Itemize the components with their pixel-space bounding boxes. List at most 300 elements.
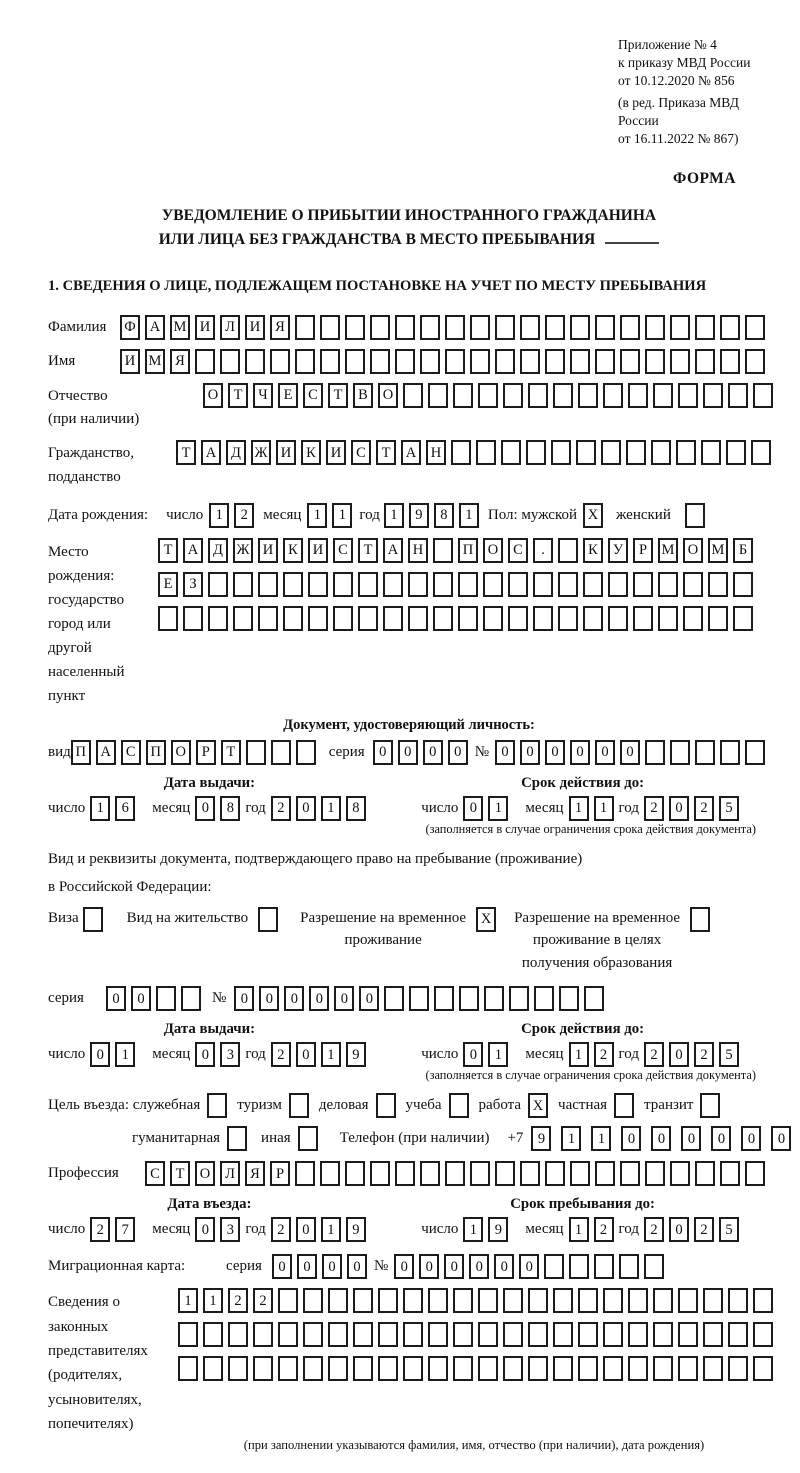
char-box[interactable]: И	[195, 315, 215, 340]
char-box[interactable]: Ч	[253, 383, 273, 408]
char-box[interactable]	[753, 1322, 773, 1347]
char-box[interactable]: С	[351, 440, 371, 465]
id-issue-year-input[interactable]	[271, 796, 371, 821]
char-box[interactable]: 2	[234, 503, 254, 528]
char-box[interactable]	[246, 740, 266, 765]
char-box[interactable]: 0	[284, 986, 304, 1011]
char-box[interactable]: С	[145, 1161, 165, 1186]
char-box[interactable]	[403, 383, 423, 408]
char-box[interactable]: 0	[711, 1126, 731, 1151]
char-box[interactable]	[526, 440, 546, 465]
char-box[interactable]	[403, 1356, 423, 1381]
char-box[interactable]: 0	[309, 986, 329, 1011]
char-box[interactable]	[428, 1322, 448, 1347]
char-box[interactable]	[183, 606, 203, 631]
char-box[interactable]: Ф	[120, 315, 140, 340]
char-box[interactable]	[595, 349, 615, 374]
char-box[interactable]: О	[683, 538, 703, 563]
char-box[interactable]	[533, 606, 553, 631]
char-box[interactable]	[483, 606, 503, 631]
char-box[interactable]: Р	[633, 538, 653, 563]
char-box[interactable]	[509, 986, 529, 1011]
char-box[interactable]: 1	[591, 1126, 611, 1151]
char-box[interactable]: О	[171, 740, 191, 765]
char-box[interactable]: 0	[347, 1254, 367, 1279]
name-input[interactable]	[120, 349, 770, 374]
char-box[interactable]: 1	[488, 1042, 508, 1067]
char-box[interactable]	[434, 986, 454, 1011]
char-box[interactable]	[594, 1254, 614, 1279]
char-box[interactable]	[233, 572, 253, 597]
char-box[interactable]	[271, 740, 291, 765]
char-box[interactable]	[545, 1161, 565, 1186]
char-box[interactable]	[203, 1356, 223, 1381]
char-box[interactable]	[353, 1288, 373, 1313]
id-issue-month-input[interactable]	[195, 796, 245, 821]
char-box[interactable]	[745, 315, 765, 340]
purpose-business-checkbox[interactable]	[207, 1093, 227, 1118]
char-box[interactable]	[733, 572, 753, 597]
char-box[interactable]	[726, 440, 746, 465]
char-box[interactable]	[620, 1161, 640, 1186]
char-box[interactable]	[528, 1356, 548, 1381]
char-box[interactable]	[283, 572, 303, 597]
char-box[interactable]: 0	[322, 1254, 342, 1279]
char-box[interactable]: 0	[520, 740, 540, 765]
char-box[interactable]	[303, 1356, 323, 1381]
char-box[interactable]	[445, 349, 465, 374]
char-box[interactable]	[320, 1161, 340, 1186]
char-box[interactable]	[228, 1356, 248, 1381]
char-box[interactable]: 0	[398, 740, 418, 765]
char-box[interactable]: 1	[488, 796, 508, 821]
char-box[interactable]	[258, 572, 278, 597]
char-box[interactable]: 2	[594, 1042, 614, 1067]
char-box[interactable]: 0	[373, 740, 393, 765]
char-box[interactable]	[720, 1161, 740, 1186]
char-box[interactable]: 0	[296, 796, 316, 821]
char-box[interactable]	[620, 315, 640, 340]
char-box[interactable]	[345, 349, 365, 374]
birthplace-row3-input[interactable]	[158, 606, 758, 631]
char-box[interactable]: 1	[594, 796, 614, 821]
char-box[interactable]: П	[71, 740, 91, 765]
char-box[interactable]	[308, 572, 328, 597]
char-box[interactable]	[501, 440, 521, 465]
char-box[interactable]: 1	[115, 1042, 135, 1067]
char-box[interactable]	[420, 1161, 440, 1186]
char-box[interactable]	[476, 440, 496, 465]
char-box[interactable]	[603, 1288, 623, 1313]
residence-number-input[interactable]	[234, 986, 609, 1011]
char-box[interactable]	[695, 740, 715, 765]
char-box[interactable]	[420, 315, 440, 340]
char-box[interactable]: С	[303, 383, 323, 408]
char-box[interactable]	[470, 349, 490, 374]
temporary-residence-education-checkbox[interactable]	[690, 907, 710, 932]
char-box[interactable]	[156, 986, 176, 1011]
char-box[interactable]	[383, 572, 403, 597]
char-box[interactable]	[451, 440, 471, 465]
char-box[interactable]: О	[378, 383, 398, 408]
char-box[interactable]	[295, 349, 315, 374]
id-doc-number-input[interactable]	[495, 740, 770, 765]
char-box[interactable]	[645, 740, 665, 765]
char-box[interactable]	[408, 572, 428, 597]
char-box[interactable]	[578, 1356, 598, 1381]
char-box[interactable]	[645, 349, 665, 374]
char-box[interactable]	[558, 572, 578, 597]
char-box[interactable]	[608, 572, 628, 597]
char-box[interactable]: 2	[594, 1217, 614, 1242]
char-box[interactable]	[345, 1161, 365, 1186]
char-box[interactable]: 9	[409, 503, 429, 528]
char-box[interactable]: 0	[195, 796, 215, 821]
char-box[interactable]: 8	[434, 503, 454, 528]
char-box[interactable]: С	[508, 538, 528, 563]
char-box[interactable]: А	[401, 440, 421, 465]
char-box[interactable]: 9	[531, 1126, 551, 1151]
char-box[interactable]	[328, 1356, 348, 1381]
char-box[interactable]	[695, 349, 715, 374]
char-box[interactable]	[703, 383, 723, 408]
char-box[interactable]	[551, 440, 571, 465]
citizenship-input[interactable]	[176, 440, 776, 465]
char-box[interactable]	[195, 349, 215, 374]
char-box[interactable]	[320, 349, 340, 374]
char-box[interactable]: 2	[644, 796, 664, 821]
char-box[interactable]	[628, 383, 648, 408]
purpose-work-checkbox[interactable]: X	[528, 1093, 548, 1118]
char-box[interactable]	[595, 1161, 615, 1186]
char-box[interactable]	[728, 1322, 748, 1347]
char-box[interactable]: 2	[644, 1042, 664, 1067]
char-box[interactable]	[576, 440, 596, 465]
char-box[interactable]: 0	[259, 986, 279, 1011]
char-box[interactable]: Т	[170, 1161, 190, 1186]
char-box[interactable]	[583, 572, 603, 597]
char-box[interactable]	[651, 440, 671, 465]
char-box[interactable]	[278, 1322, 298, 1347]
char-box[interactable]: Р	[196, 740, 216, 765]
char-box[interactable]: Т	[221, 740, 241, 765]
char-box[interactable]: 8	[346, 796, 366, 821]
char-box[interactable]	[558, 606, 578, 631]
char-box[interactable]	[503, 1322, 523, 1347]
char-box[interactable]	[603, 383, 623, 408]
phone-input[interactable]	[531, 1126, 800, 1151]
char-box[interactable]	[178, 1356, 198, 1381]
char-box[interactable]	[695, 1161, 715, 1186]
char-box[interactable]	[420, 349, 440, 374]
char-box[interactable]	[658, 606, 678, 631]
char-box[interactable]: Л	[220, 1161, 240, 1186]
id-valid-year-input[interactable]	[644, 796, 744, 821]
char-box[interactable]	[178, 1322, 198, 1347]
char-box[interactable]: 8	[220, 796, 240, 821]
char-box[interactable]: М	[145, 349, 165, 374]
char-box[interactable]	[320, 315, 340, 340]
char-box[interactable]	[459, 986, 479, 1011]
purpose-humanitarian-checkbox[interactable]	[227, 1126, 247, 1151]
purpose-commercial-checkbox[interactable]	[376, 1093, 396, 1118]
char-box[interactable]	[453, 1288, 473, 1313]
char-box[interactable]: 0	[669, 1217, 689, 1242]
char-box[interactable]: 0	[570, 740, 590, 765]
char-box[interactable]: 1	[561, 1126, 581, 1151]
char-box[interactable]	[601, 440, 621, 465]
char-box[interactable]	[608, 606, 628, 631]
char-box[interactable]	[278, 1288, 298, 1313]
char-box[interactable]: 0	[741, 1126, 761, 1151]
char-box[interactable]: 1	[321, 1042, 341, 1067]
char-box[interactable]: 0	[359, 986, 379, 1011]
birthplace-row1-input[interactable]	[158, 538, 758, 563]
char-box[interactable]: 5	[719, 796, 739, 821]
char-box[interactable]: 0	[195, 1042, 215, 1067]
temporary-residence-checkbox[interactable]: X	[476, 907, 496, 932]
profession-input[interactable]	[145, 1161, 770, 1186]
char-box[interactable]	[619, 1254, 639, 1279]
char-box[interactable]	[653, 1356, 673, 1381]
char-box[interactable]	[358, 572, 378, 597]
char-box[interactable]	[695, 315, 715, 340]
char-box[interactable]: В	[353, 383, 373, 408]
char-box[interactable]	[208, 572, 228, 597]
char-box[interactable]: Т	[376, 440, 396, 465]
residence-issue-year-input[interactable]	[271, 1042, 371, 1067]
char-box[interactable]: Д	[208, 538, 228, 563]
stay-year-input[interactable]	[644, 1217, 744, 1242]
char-box[interactable]	[478, 383, 498, 408]
char-box[interactable]	[458, 572, 478, 597]
char-box[interactable]	[658, 572, 678, 597]
residence-valid-day-input[interactable]	[463, 1042, 513, 1067]
char-box[interactable]: 1	[569, 1217, 589, 1242]
char-box[interactable]: 0	[494, 1254, 514, 1279]
char-box[interactable]	[520, 315, 540, 340]
char-box[interactable]	[670, 315, 690, 340]
char-box[interactable]: 9	[346, 1042, 366, 1067]
char-box[interactable]: 2	[271, 1042, 291, 1067]
char-box[interactable]	[278, 1356, 298, 1381]
char-box[interactable]	[553, 1322, 573, 1347]
char-box[interactable]: И	[245, 315, 265, 340]
char-box[interactable]	[428, 1288, 448, 1313]
char-box[interactable]	[644, 1254, 664, 1279]
char-box[interactable]	[569, 1254, 589, 1279]
migration-number-input[interactable]	[394, 1254, 669, 1279]
char-box[interactable]: 1	[569, 796, 589, 821]
char-box[interactable]	[484, 986, 504, 1011]
char-box[interactable]	[583, 606, 603, 631]
char-box[interactable]: Ж	[251, 440, 271, 465]
char-box[interactable]	[433, 538, 453, 563]
char-box[interactable]: 0	[519, 1254, 539, 1279]
char-box[interactable]	[653, 1322, 673, 1347]
char-box[interactable]	[701, 440, 721, 465]
purpose-tourism-checkbox[interactable]	[289, 1093, 309, 1118]
purpose-transit-checkbox[interactable]	[700, 1093, 720, 1118]
char-box[interactable]	[333, 572, 353, 597]
char-box[interactable]	[384, 986, 404, 1011]
char-box[interactable]	[528, 1288, 548, 1313]
char-box[interactable]	[633, 572, 653, 597]
surname-input[interactable]	[120, 315, 770, 340]
char-box[interactable]	[570, 1161, 590, 1186]
char-box[interactable]: О	[195, 1161, 215, 1186]
char-box[interactable]	[495, 1161, 515, 1186]
residence-permit-checkbox[interactable]	[258, 907, 278, 932]
char-box[interactable]	[378, 1322, 398, 1347]
char-box[interactable]	[495, 349, 515, 374]
char-box[interactable]: 1	[90, 796, 110, 821]
char-box[interactable]	[628, 1356, 648, 1381]
char-box[interactable]: У	[608, 538, 628, 563]
char-box[interactable]	[628, 1322, 648, 1347]
char-box[interactable]: Т	[176, 440, 196, 465]
char-box[interactable]	[745, 349, 765, 374]
char-box[interactable]: 0	[595, 740, 615, 765]
char-box[interactable]: 0	[296, 1217, 316, 1242]
char-box[interactable]	[378, 1288, 398, 1313]
char-box[interactable]	[545, 349, 565, 374]
char-box[interactable]	[353, 1322, 373, 1347]
char-box[interactable]: 0	[106, 986, 126, 1011]
char-box[interactable]: 2	[694, 796, 714, 821]
char-box[interactable]: 0	[545, 740, 565, 765]
char-box[interactable]	[628, 1288, 648, 1313]
char-box[interactable]	[533, 572, 553, 597]
char-box[interactable]: 5	[719, 1042, 739, 1067]
char-box[interactable]: 1	[203, 1288, 223, 1313]
char-box[interactable]	[245, 349, 265, 374]
char-box[interactable]: 7	[115, 1217, 135, 1242]
char-box[interactable]	[620, 349, 640, 374]
char-box[interactable]	[453, 1322, 473, 1347]
purpose-study-checkbox[interactable]	[449, 1093, 469, 1118]
char-box[interactable]	[678, 1356, 698, 1381]
char-box[interactable]: 0	[131, 986, 151, 1011]
char-box[interactable]	[233, 606, 253, 631]
char-box[interactable]	[395, 315, 415, 340]
id-valid-month-input[interactable]	[569, 796, 619, 821]
char-box[interactable]: 0	[620, 740, 640, 765]
char-box[interactable]: А	[201, 440, 221, 465]
char-box[interactable]	[703, 1322, 723, 1347]
char-box[interactable]	[708, 606, 728, 631]
id-issue-day-input[interactable]	[90, 796, 140, 821]
char-box[interactable]: С	[121, 740, 141, 765]
char-box[interactable]: 3	[220, 1217, 240, 1242]
char-box[interactable]	[453, 1356, 473, 1381]
char-box[interactable]: Т	[328, 383, 348, 408]
char-box[interactable]: А	[383, 538, 403, 563]
char-box[interactable]: И	[258, 538, 278, 563]
char-box[interactable]	[633, 606, 653, 631]
char-box[interactable]: 1	[321, 1217, 341, 1242]
char-box[interactable]: .	[533, 538, 553, 563]
char-box[interactable]: 0	[495, 740, 515, 765]
char-box[interactable]	[683, 606, 703, 631]
char-box[interactable]: А	[96, 740, 116, 765]
char-box[interactable]	[308, 606, 328, 631]
char-box[interactable]: И	[120, 349, 140, 374]
char-box[interactable]	[408, 606, 428, 631]
char-box[interactable]	[520, 349, 540, 374]
char-box[interactable]	[653, 1288, 673, 1313]
char-box[interactable]	[703, 1356, 723, 1381]
char-box[interactable]: 2	[271, 796, 291, 821]
char-box[interactable]: И	[276, 440, 296, 465]
char-box[interactable]: Е	[158, 572, 178, 597]
char-box[interactable]	[578, 1322, 598, 1347]
char-box[interactable]	[645, 1161, 665, 1186]
entry-year-input[interactable]	[271, 1217, 371, 1242]
birth-month-input[interactable]	[307, 503, 357, 528]
char-box[interactable]: 0	[394, 1254, 414, 1279]
patronymic-input[interactable]	[203, 383, 778, 408]
char-box[interactable]	[545, 315, 565, 340]
char-box[interactable]	[728, 383, 748, 408]
char-box[interactable]	[503, 1288, 523, 1313]
residence-valid-year-input[interactable]	[644, 1042, 744, 1067]
char-box[interactable]: С	[333, 538, 353, 563]
residence-valid-month-input[interactable]	[569, 1042, 619, 1067]
char-box[interactable]: 2	[644, 1217, 664, 1242]
char-box[interactable]	[645, 315, 665, 340]
char-box[interactable]	[553, 1288, 573, 1313]
char-box[interactable]	[328, 1322, 348, 1347]
char-box[interactable]	[678, 1322, 698, 1347]
char-box[interactable]	[428, 383, 448, 408]
char-box[interactable]: Д	[226, 440, 246, 465]
char-box[interactable]	[220, 349, 240, 374]
char-box[interactable]	[678, 1288, 698, 1313]
char-box[interactable]	[303, 1322, 323, 1347]
char-box[interactable]: Я	[270, 315, 290, 340]
char-box[interactable]	[503, 383, 523, 408]
char-box[interactable]	[409, 986, 429, 1011]
char-box[interactable]	[228, 1322, 248, 1347]
char-box[interactable]	[503, 1356, 523, 1381]
char-box[interactable]	[728, 1288, 748, 1313]
char-box[interactable]: Л	[220, 315, 240, 340]
char-box[interactable]: А	[183, 538, 203, 563]
char-box[interactable]: М	[658, 538, 678, 563]
char-box[interactable]	[683, 572, 703, 597]
char-box[interactable]: О	[203, 383, 223, 408]
char-box[interactable]	[745, 1161, 765, 1186]
char-box[interactable]: 0	[297, 1254, 317, 1279]
char-box[interactable]	[728, 1356, 748, 1381]
char-box[interactable]	[559, 986, 579, 1011]
char-box[interactable]: Б	[733, 538, 753, 563]
char-box[interactable]: 0	[463, 1042, 483, 1067]
char-box[interactable]	[753, 1356, 773, 1381]
char-box[interactable]	[678, 383, 698, 408]
char-box[interactable]	[578, 383, 598, 408]
char-box[interactable]	[528, 1322, 548, 1347]
char-box[interactable]: Я	[245, 1161, 265, 1186]
char-box[interactable]	[733, 606, 753, 631]
char-box[interactable]	[720, 740, 740, 765]
char-box[interactable]: 9	[346, 1217, 366, 1242]
char-box[interactable]	[283, 606, 303, 631]
char-box[interactable]	[670, 1161, 690, 1186]
char-box[interactable]	[653, 383, 673, 408]
char-box[interactable]	[203, 1322, 223, 1347]
